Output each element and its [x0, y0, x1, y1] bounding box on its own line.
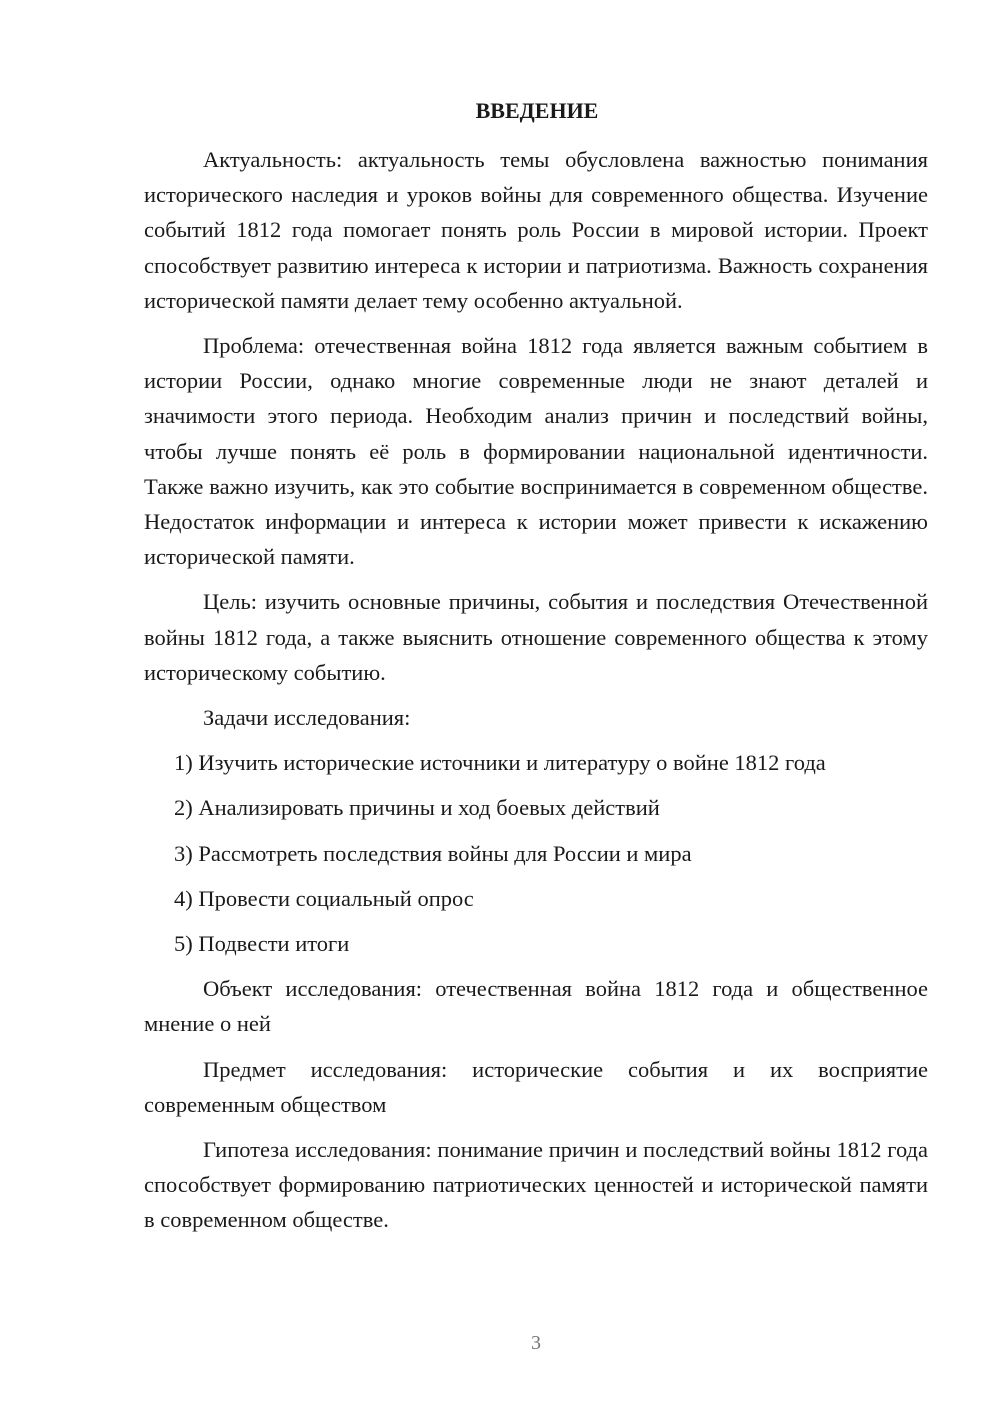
list-item: 5) Подвести итоги [174, 931, 350, 957]
paragraph-problem: Проблема: отечественная война 1812 года является важным событием в истории России, однако многие современные люди не знают деталей и значимости этого периода. Необходим анализ причин и последствий войны, чтобы лучше понять её роль в формировании национальной идентичности. Также важно изучить, как это событие воспринимается в современном обществе. Недостаток информации и интереса к истории может привести к искажению исторической памяти. [144, 333, 928, 570]
paragraph-object: Объект исследования: отечественная война 1812 года и общественное мнение о ней [144, 976, 928, 1037]
paragraph-subject: Предмет исследования: исторические события и их восприятие современным обществом [144, 1056, 928, 1117]
list-item: 1) Изучить исторические источники и литературу о войне 1812 года [174, 750, 826, 776]
page-number: 3 [531, 1332, 541, 1354]
list-item: 4) Провести социальный опрос [174, 885, 474, 911]
tasks-list [144, 745, 928, 961]
list-item: 2) Анализировать причины и ход боевых действий [174, 795, 660, 821]
tasks-title: Задачи исследования: [203, 705, 411, 731]
paragraph-relevance: Актуальность: актуальность темы обусловлена важностью понимания исторического наследия и уроков войны для современного общества. Изучение событий 1812 года помогает понять роль России в мировой истории. Проект способствует развитию интереса к истории и патриотизма. Важность сохранения исторической памяти делает тему особенно актуальной. [144, 147, 928, 313]
list-item: 3) Рассмотреть последствия войны для России и мира [174, 840, 692, 866]
paragraph-hypothesis: Гипотеза исследования: понимание причин и последствий войны 1812 года способствует формированию патриотических ценностей и исторической памяти в современном обществе. [144, 1137, 928, 1233]
document-page [144, 96, 928, 1248]
page-title: ВВЕДЕНИЕ [475, 98, 599, 123]
paragraph-goal: Цель: изучить основные причины, события и последствия Отечественной войны 1812 года, а также выяснить отношение современного общества к этому историческому событию. [144, 589, 928, 685]
